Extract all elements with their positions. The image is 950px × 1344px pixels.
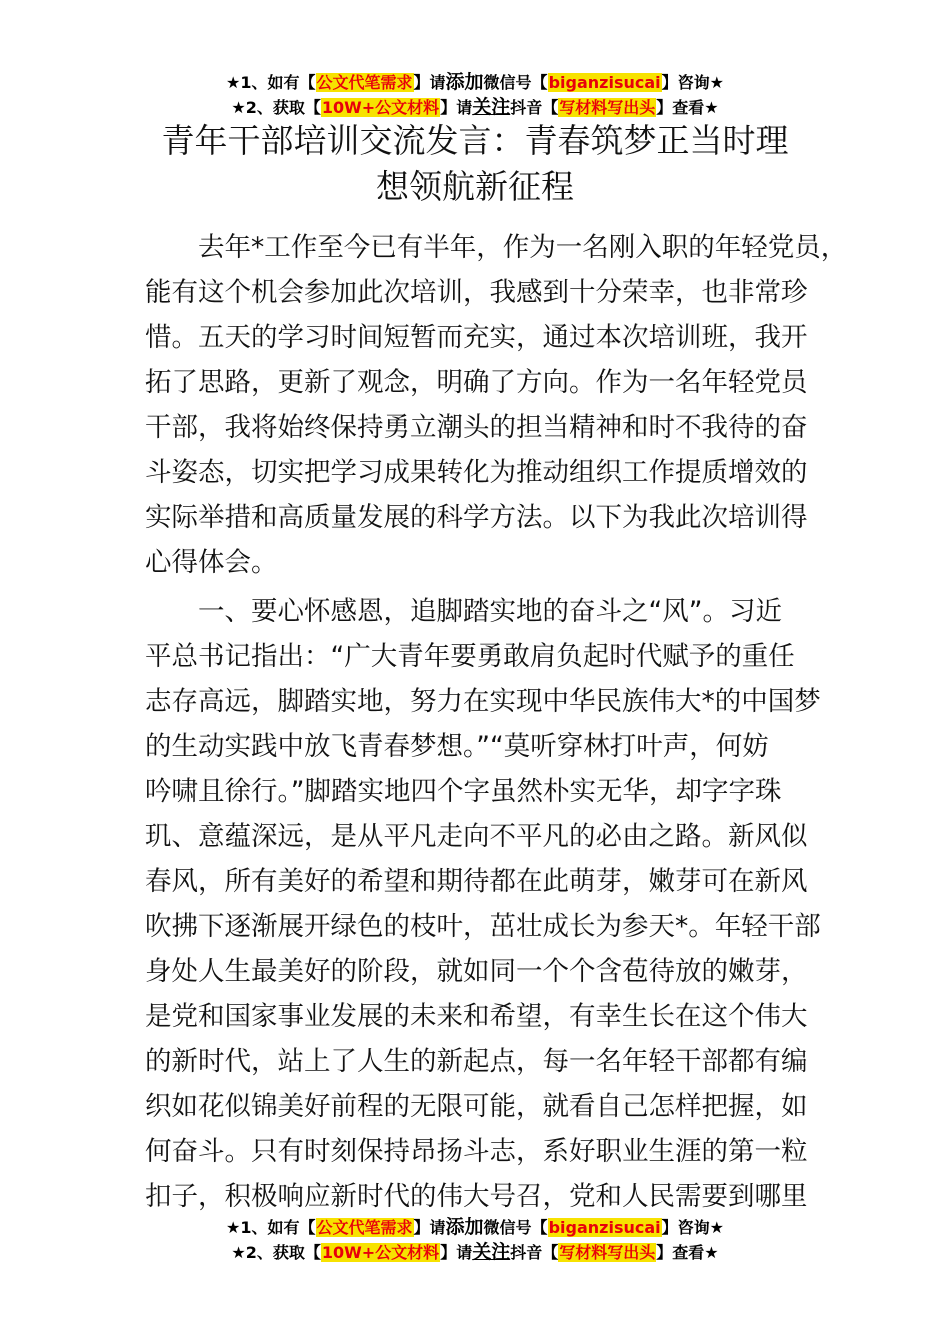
paragraph-line: 何奋斗。只有时刻保持昂扬斗志，系好职业生涯的第一粒 <box>145 1136 808 1167</box>
paragraph-line: 能有这个机会参加此次培训，我感到十分荣幸，也非常珍 <box>145 277 808 308</box>
promo-line-2-prefix: ★2、获取【 <box>231 98 321 117</box>
paragraph-line: 吟啸且徐行。”脚踏实地四个字虽然朴实无华，却字字珠 <box>145 776 782 807</box>
promo-line-2-suffix: 】查看★ <box>656 1243 719 1262</box>
paragraph-line: 斗姿态，切实把学习成果转化为推动组织工作提质增效的 <box>145 457 808 488</box>
paragraph-line: 扣子，积极响应新时代的伟大号召，党和人民需要到哪里 <box>145 1181 808 1212</box>
promo-line-1-emph: 添加 <box>445 71 484 93</box>
document-title-line-2: 想领航新征程 <box>376 167 574 206</box>
promo-line-2 <box>0 1240 950 1265</box>
promo-line-1-suffix: 】咨询★ <box>661 1218 724 1237</box>
promo-line-2-emph: 关注 <box>472 1241 511 1263</box>
promo-line-1 <box>0 1215 950 1240</box>
document-title-line-1: 青年干部培训交流发言：青春筑梦正当时理 <box>161 121 789 160</box>
promo-highlight-ghostwriting: 公文代笔需求 <box>316 73 413 92</box>
promo-highlight-douyin: 写材料写出头 <box>559 98 656 117</box>
promo-highlight-materials: 10W+公文材料 <box>321 1243 440 1262</box>
paragraph-line: 心得体会。 <box>145 547 278 578</box>
paragraph-line: 平总书记指出：“广大青年要勇敢肩负起时代赋予的重任 <box>145 641 795 672</box>
paragraph-line: 一、要心怀感恩，追脚踏实地的奋斗之“风”。习近 <box>198 596 782 627</box>
body-paragraph-1 <box>145 225 848 585</box>
promo-line-1-mid2: 微信号【 <box>483 1218 548 1237</box>
paragraph-line: 吹拂下逐渐展开绿色的枝叶，茁壮成长为参天*。年轻干部 <box>145 911 821 942</box>
paragraph-line: 惜。五天的学习时间短暂而充实，通过本次培训班，我开 <box>145 322 808 353</box>
promo-line-2-mid2: 抖音【 <box>510 98 559 117</box>
promo-line-2-emph: 关注 <box>472 96 511 118</box>
promo-line-1-mid1: 】请 <box>413 73 446 92</box>
promo-highlight-wechat-id: biganzisucai <box>548 1218 661 1237</box>
promo-line-2 <box>0 95 950 120</box>
promo-highlight-materials: 10W+公文材料 <box>321 98 440 117</box>
paragraph-line: 拓了思路，更新了观念，明确了方向。作为一名年轻党员 <box>145 367 808 398</box>
paragraph-line: 的生动实践中放飞青春梦想。”“莫听穿林打叶声，何妨 <box>145 731 769 762</box>
paragraph-line: 春风，所有美好的希望和期待都在此萌芽，嫩芽可在新风 <box>145 866 808 897</box>
promo-line-1 <box>0 70 950 95</box>
document-body <box>145 225 848 1219</box>
paragraph-line: 实际举措和高质量发展的科学方法。以下为我此次培训得 <box>145 502 808 533</box>
paragraph-line: 织如花似锦美好前程的无限可能，就看自己怎样把握，如 <box>145 1091 808 1122</box>
promo-highlight-douyin: 写材料写出头 <box>559 1243 656 1262</box>
promo-line-1-prefix: ★1、如有【 <box>226 73 316 92</box>
promo-line-2-mid1: 】请 <box>440 1243 473 1262</box>
promo-line-1-prefix: ★1、如有【 <box>226 1218 316 1237</box>
paragraph-line: 玑、意蕴深远，是从平凡走向不平凡的必由之路。新风似 <box>145 821 808 852</box>
body-paragraph-2 <box>145 589 821 1219</box>
paragraph-line: 是党和国家事业发展的未来和希望，有幸生长在这个伟大 <box>145 1001 808 1032</box>
promo-highlight-wechat-id: biganzisucai <box>548 73 661 92</box>
promo-line-2-mid2: 抖音【 <box>510 1243 559 1262</box>
promo-highlight-ghostwriting: 公文代笔需求 <box>316 1218 413 1237</box>
promo-line-1-suffix: 】咨询★ <box>661 73 724 92</box>
paragraph-line: 去年*工作至今已有半年，作为一名刚入职的年轻党员， <box>198 232 848 263</box>
promo-line-1-emph: 添加 <box>445 1216 484 1238</box>
paragraph-line: 志存高远，脚踏实地，努力在实现中华民族伟大*的中国梦 <box>145 686 821 717</box>
promo-line-2-prefix: ★2、获取【 <box>231 1243 321 1262</box>
footer-promo-banner <box>0 1215 950 1265</box>
paragraph-line: 干部，我将始终保持勇立潮头的担当精神和时不我待的奋 <box>145 412 808 443</box>
paragraph-line: 的新时代，站上了人生的新起点，每一名年轻干部都有编 <box>145 1046 808 1077</box>
promo-line-2-mid1: 】请 <box>440 98 473 117</box>
paragraph-line: 身处人生最美好的阶段，就如同一个个含苞待放的嫩芽， <box>145 956 808 987</box>
header-promo-banner <box>0 70 950 120</box>
promo-line-1-mid1: 】请 <box>413 1218 446 1237</box>
promo-line-1-mid2: 微信号【 <box>483 73 548 92</box>
document-title <box>0 118 950 210</box>
promo-line-2-suffix: 】查看★ <box>656 98 719 117</box>
